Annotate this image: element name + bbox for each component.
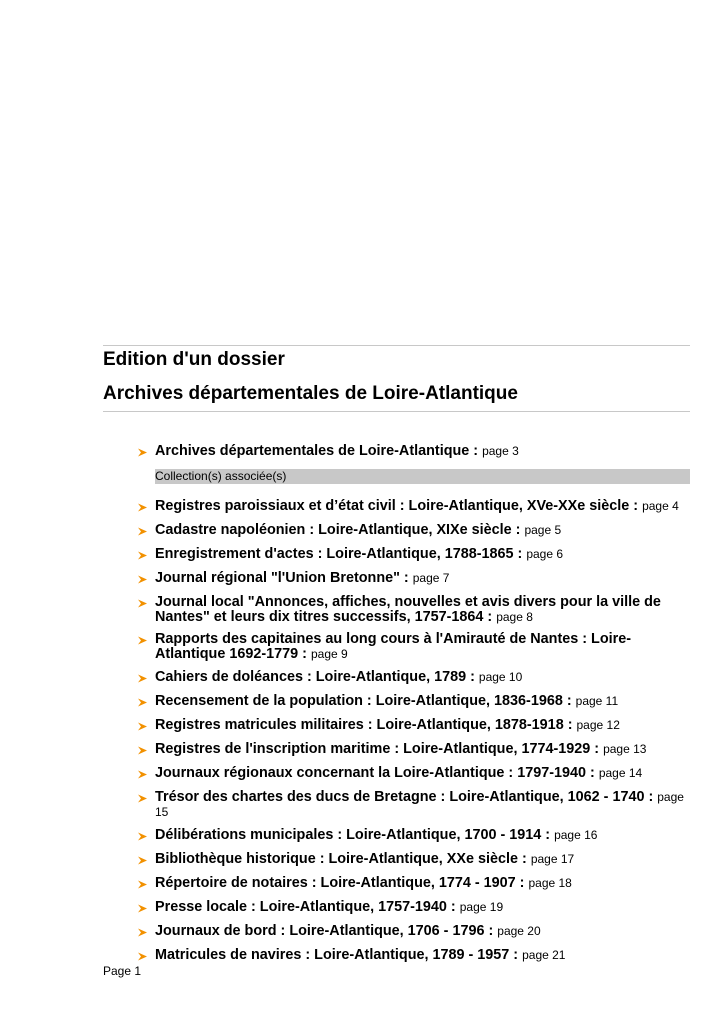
toc-entry-label: Registres de l'inscription maritime : Loire-Atlantique, 1774-1929 : — [155, 741, 600, 757]
collection-section-bar: Collection(s) associée(s) — [155, 469, 690, 484]
arrow-bullet-icon — [137, 769, 148, 780]
toc-entry-page: page 20 — [497, 924, 541, 938]
toc-entry[interactable] — [137, 900, 690, 915]
arrow-bullet-icon — [137, 721, 148, 732]
toc-entry-label: Trésor des chartes des ducs de Bretagne : Loire-Atlantique, 1062 - 1740 : — [155, 789, 654, 805]
toc-entry[interactable] — [137, 948, 690, 963]
toc-entry[interactable] — [137, 523, 690, 538]
arrow-bullet-icon — [137, 550, 148, 561]
toc-entry-label: Cadastre napoléonien : Loire-Atlantique, XIXe siècle : — [155, 522, 521, 538]
toc-entry[interactable] — [137, 876, 690, 891]
toc-entry-page: page 17 — [530, 852, 575, 866]
toc-entry[interactable] — [137, 828, 690, 843]
arrow-bullet-icon — [137, 502, 148, 513]
toc-entry-label: Matricules de navires : Loire-Atlantique, 1789 - 1957 : — [155, 947, 519, 963]
arrow-bullet-icon — [137, 745, 148, 756]
toc-entry[interactable] — [137, 670, 690, 685]
toc-entry-label: Recensement de la population : Loire-Atlantique, 1836-1968 : — [155, 693, 572, 709]
arrow-bullet-icon — [137, 574, 148, 585]
toc-entry-page: page 15 — [155, 790, 684, 819]
toc-entry-label: Bibliothèque historique : Loire-Atlantique, XXe siècle : — [155, 851, 527, 867]
toc-entry-label: Registres matricules militaires : Loire-Atlantique, 1878-1918 : — [155, 717, 573, 733]
toc-entry[interactable] — [137, 924, 690, 939]
toc-entry[interactable] — [137, 499, 690, 514]
toc-entry-page: page 14 — [598, 766, 643, 780]
toc-entry-archives[interactable] — [137, 444, 690, 459]
toc-entry-label: Rapports des capitaines au long cours à l'Amirauté de Nantes : Loire-Atlantique 1692-1779 : — [155, 631, 632, 662]
toc-entry-page: page 13 — [603, 742, 647, 756]
toc-entry-label: Presse locale : Loire-Atlantique, 1757-1940 : — [155, 899, 456, 915]
toc-entry-page: page 3 — [482, 444, 519, 458]
arrow-bullet-icon — [137, 793, 148, 804]
toc-entry-page: page 8 — [496, 610, 533, 624]
arrow-bullet-icon — [137, 673, 148, 684]
toc-entry-page: page 4 — [642, 499, 679, 513]
toc-entry-label: Enregistrement d'actes : Loire-Atlantique, 1788-1865 : — [155, 546, 523, 562]
toc-entry-page: page 11 — [575, 694, 619, 708]
toc-entry[interactable] — [137, 852, 690, 867]
bottom-divider — [103, 411, 690, 412]
toc-entry-label: Cahiers de doléances : Loire-Atlantique, 1789 : — [155, 669, 475, 685]
toc-entry-page: page 9 — [310, 647, 348, 661]
toc-entry-label: Journaux de bord : Loire-Atlantique, 1706 - 1796 : — [155, 923, 494, 939]
toc-entry[interactable] — [137, 790, 690, 820]
toc-entry-label: Journaux régionaux concernant la Loire-Atlantique : 1797-1940 : — [155, 765, 595, 781]
toc-entry[interactable] — [137, 766, 690, 781]
arrow-bullet-icon — [137, 903, 148, 914]
document-title: Edition d'un dossier — [103, 349, 285, 370]
toc-entry[interactable] — [137, 718, 690, 733]
toc-entry-page: page 21 — [522, 948, 566, 962]
arrow-bullet-icon — [137, 697, 148, 708]
toc-entry[interactable] — [137, 694, 690, 709]
top-divider — [103, 345, 690, 346]
toc-entry[interactable] — [137, 547, 690, 562]
toc-entry[interactable] — [137, 595, 690, 625]
toc-entry[interactable] — [137, 632, 690, 662]
toc-entry-page: page 10 — [478, 670, 523, 684]
toc-entry[interactable] — [137, 571, 690, 586]
arrow-bullet-icon — [137, 447, 148, 458]
document-subtitle: Archives départementales de Loire-Atlantique — [103, 383, 518, 404]
arrow-bullet-icon — [137, 635, 148, 646]
toc-entry-page: page 19 — [459, 900, 504, 914]
toc-entry-page: page 6 — [526, 547, 564, 561]
arrow-bullet-icon — [137, 855, 148, 866]
toc-entry-label: Journal local "Annonces, affiches, nouvelles et avis divers pour la ville de Nantes" et leurs dix titres successifs, 1757-1864 : — [155, 594, 661, 625]
toc-entry-label: Répertoire de notaires : Loire-Atlantique, 1774 - 1907 : — [155, 875, 525, 891]
toc-entry-page: page 12 — [576, 718, 620, 732]
toc-entry[interactable] — [137, 742, 690, 757]
toc-entry-label: Délibérations municipales : Loire-Atlantique, 1700 - 1914 : — [155, 827, 551, 843]
toc-entry-label: Archives départementales de Loire-Atlantique : — [155, 443, 479, 459]
page-number: Page 1 — [103, 964, 142, 978]
toc-entry-page: page 5 — [524, 523, 562, 537]
arrow-bullet-icon — [137, 526, 148, 537]
arrow-bullet-icon — [137, 879, 148, 890]
toc-entry-page: page 18 — [528, 876, 572, 890]
arrow-bullet-icon — [137, 598, 148, 609]
toc-entry-label: Registres paroissiaux et d’état civil : Loire-Atlantique, XVe-XXe siècle : — [155, 498, 639, 514]
toc-entry-label: Journal régional "l'Union Bretonne" : — [155, 570, 409, 586]
arrow-bullet-icon — [137, 927, 148, 938]
toc-entry-page: page 16 — [554, 828, 598, 842]
arrow-bullet-icon — [137, 951, 148, 962]
toc-entry-page: page 7 — [412, 571, 450, 585]
arrow-bullet-icon — [137, 831, 148, 842]
